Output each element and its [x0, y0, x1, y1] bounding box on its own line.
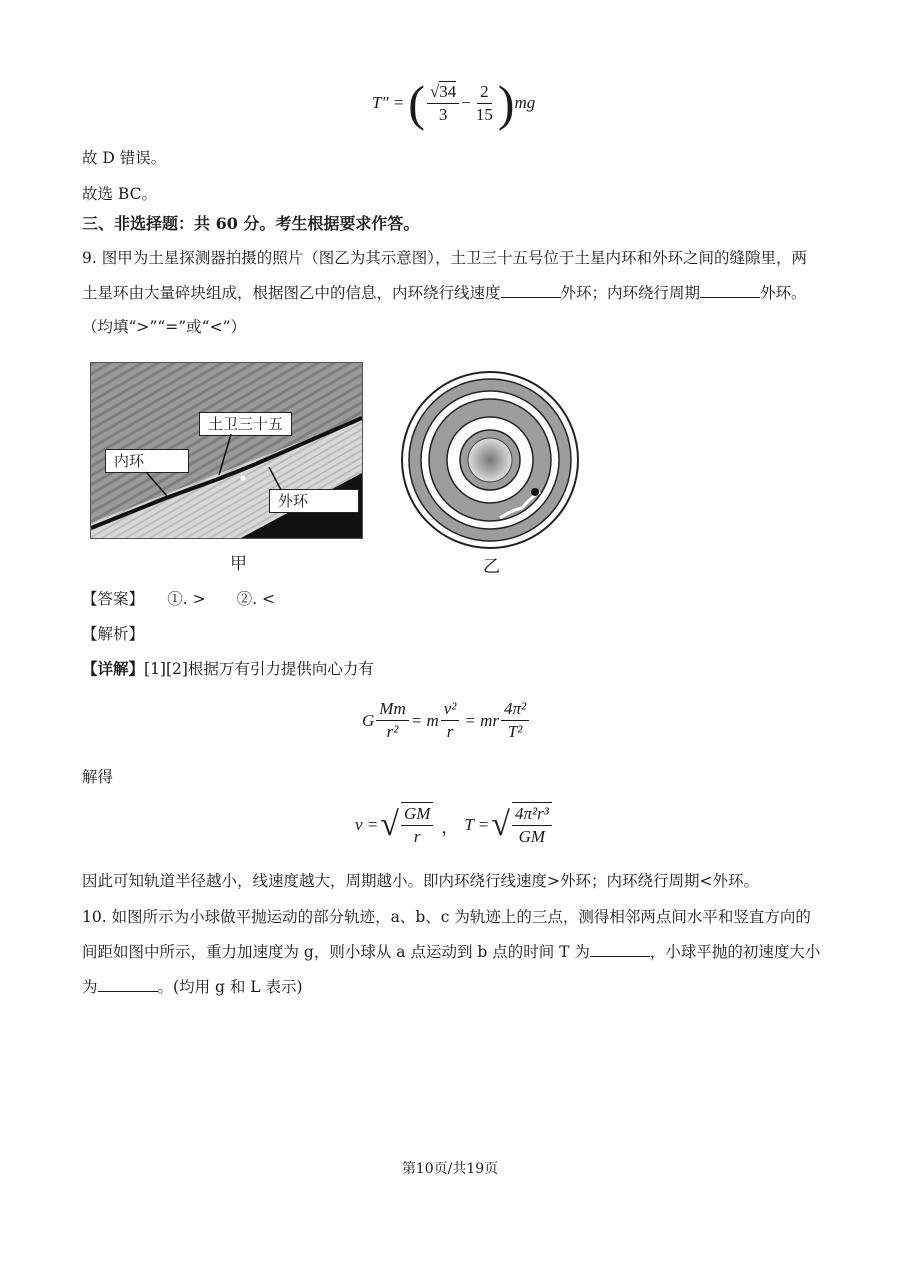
paren-left: ( [408, 75, 425, 131]
q10-text-1: 间距如图中所示，重力加速度为 g，则小球从 a 点运动到 b 点的时间 T 为 [82, 943, 590, 961]
den-t2: T² [507, 722, 523, 741]
fraction-mm-r2 [376, 698, 408, 743]
solve-label: 解得 [82, 768, 114, 786]
analysis-tag: 【解析】 [82, 625, 145, 643]
q9-line-3: （均填“>”“=”或“<”） [82, 318, 247, 336]
q9-line-1: 9. 图甲为土星探测器拍摄的照片（图乙为其示意图），土卫三十五号位于土星内环和外环之间的缝隙里，两 [82, 249, 807, 267]
q9-text-1: 土星环由大量碎块组成，根据图乙中的信息，内环绕行线速度 [82, 284, 501, 302]
fraction-gm-r [401, 802, 433, 848]
num-4pi2r3: 4π²r³ [512, 803, 552, 826]
num-gm: GM [401, 803, 433, 826]
den-r2: r² [386, 722, 399, 741]
answer-blank-1 [501, 283, 561, 298]
num-4pi2: 4π² [501, 698, 529, 721]
sqrt-sign-v: √ [380, 806, 399, 843]
conclusion-line: 因此可知轨道半径越小，线速度越大，周期越小。即内环绕行线速度>外环；内环绕行周期<外环。 [82, 872, 759, 890]
q10-text-2: ，小球平抛的初速度大小 [649, 943, 821, 961]
figure-photo [90, 362, 363, 539]
eq-equals-mr: = mr [464, 710, 500, 730]
eq-v: v = [355, 815, 379, 834]
fraction-2-over-15 [473, 81, 496, 126]
den-gm: GM [518, 827, 546, 846]
answer-line: 【答案】 ①. > ②. < [82, 590, 275, 608]
q10-text-3: 为 [82, 978, 98, 996]
detail-text: [1][2]根据万有引力提供向心力有 [144, 660, 374, 678]
sqrt-34: √34 [427, 81, 459, 104]
eq-comma: ， [441, 817, 459, 837]
eq-tail-mg: mg [514, 93, 536, 112]
caption-figure-a: 甲 [230, 554, 247, 574]
answer-blank-4 [98, 977, 158, 992]
fraction-4pi2-t2 [501, 698, 529, 743]
minus-sign: − [461, 93, 471, 112]
q10-text-4: 。(均用 g 和 L 表示) [157, 978, 303, 996]
page-footer: 第10页/共19页 [401, 1161, 499, 1177]
eq-t: T = [464, 815, 490, 834]
den-r: r [446, 722, 454, 741]
q10-line-2 [82, 941, 820, 963]
answer-blank-2 [700, 283, 760, 298]
fraction-4pi2r3-gm [512, 802, 552, 848]
den-15: 15 [475, 104, 493, 124]
label-inner-ring: 内环 [105, 449, 189, 473]
num-v2: v² [441, 698, 460, 721]
detail-tag: 【详解】 [82, 659, 145, 678]
figure-ring-diagram [400, 370, 580, 550]
eq-equals-m: = m [410, 710, 439, 730]
paren-right: ) [497, 75, 515, 131]
label-outer-ring: 外环 [269, 489, 359, 513]
label-satellite-35: 土卫三十五 [199, 412, 292, 436]
answer-blank-3 [590, 942, 650, 957]
num-mm: Mm [376, 698, 408, 721]
section-heading: 三、非选择题：共 60 分。考生根据要求作答。 [82, 214, 420, 233]
text-choose-bc: 故选 BC。 [82, 185, 157, 203]
caption-figure-b: 乙 [483, 557, 500, 577]
sqrt-sign-t: √ [491, 806, 510, 843]
den-3: 3 [438, 104, 448, 124]
fraction-v2-r [441, 698, 460, 743]
eq-g: G [362, 710, 375, 730]
eq-lhs: T″ = [372, 93, 405, 112]
den-r-result: r [413, 827, 421, 846]
text-d-wrong: 故 D 错误。 [82, 149, 167, 167]
q10-line-1: 10. 如图所示为小球做平抛运动的部分轨迹，a、b、c 为轨迹上的三点，测得相邻两点间水平和竖直方向的 [82, 908, 811, 926]
q9-text-2: 外环；内环绕行周期 [560, 284, 701, 302]
q10-line-3 [82, 976, 303, 998]
num-2: 2 [477, 81, 492, 104]
detail-line [82, 658, 374, 680]
q9-text-3: 外环。 [760, 284, 807, 302]
q9-line-2 [82, 282, 807, 304]
equation-tension [372, 75, 536, 131]
equation-result [355, 802, 554, 848]
fraction-sqrt34-over-3 [427, 81, 459, 126]
equation-gravity [362, 698, 531, 743]
label-pointer-lines [91, 363, 362, 538]
